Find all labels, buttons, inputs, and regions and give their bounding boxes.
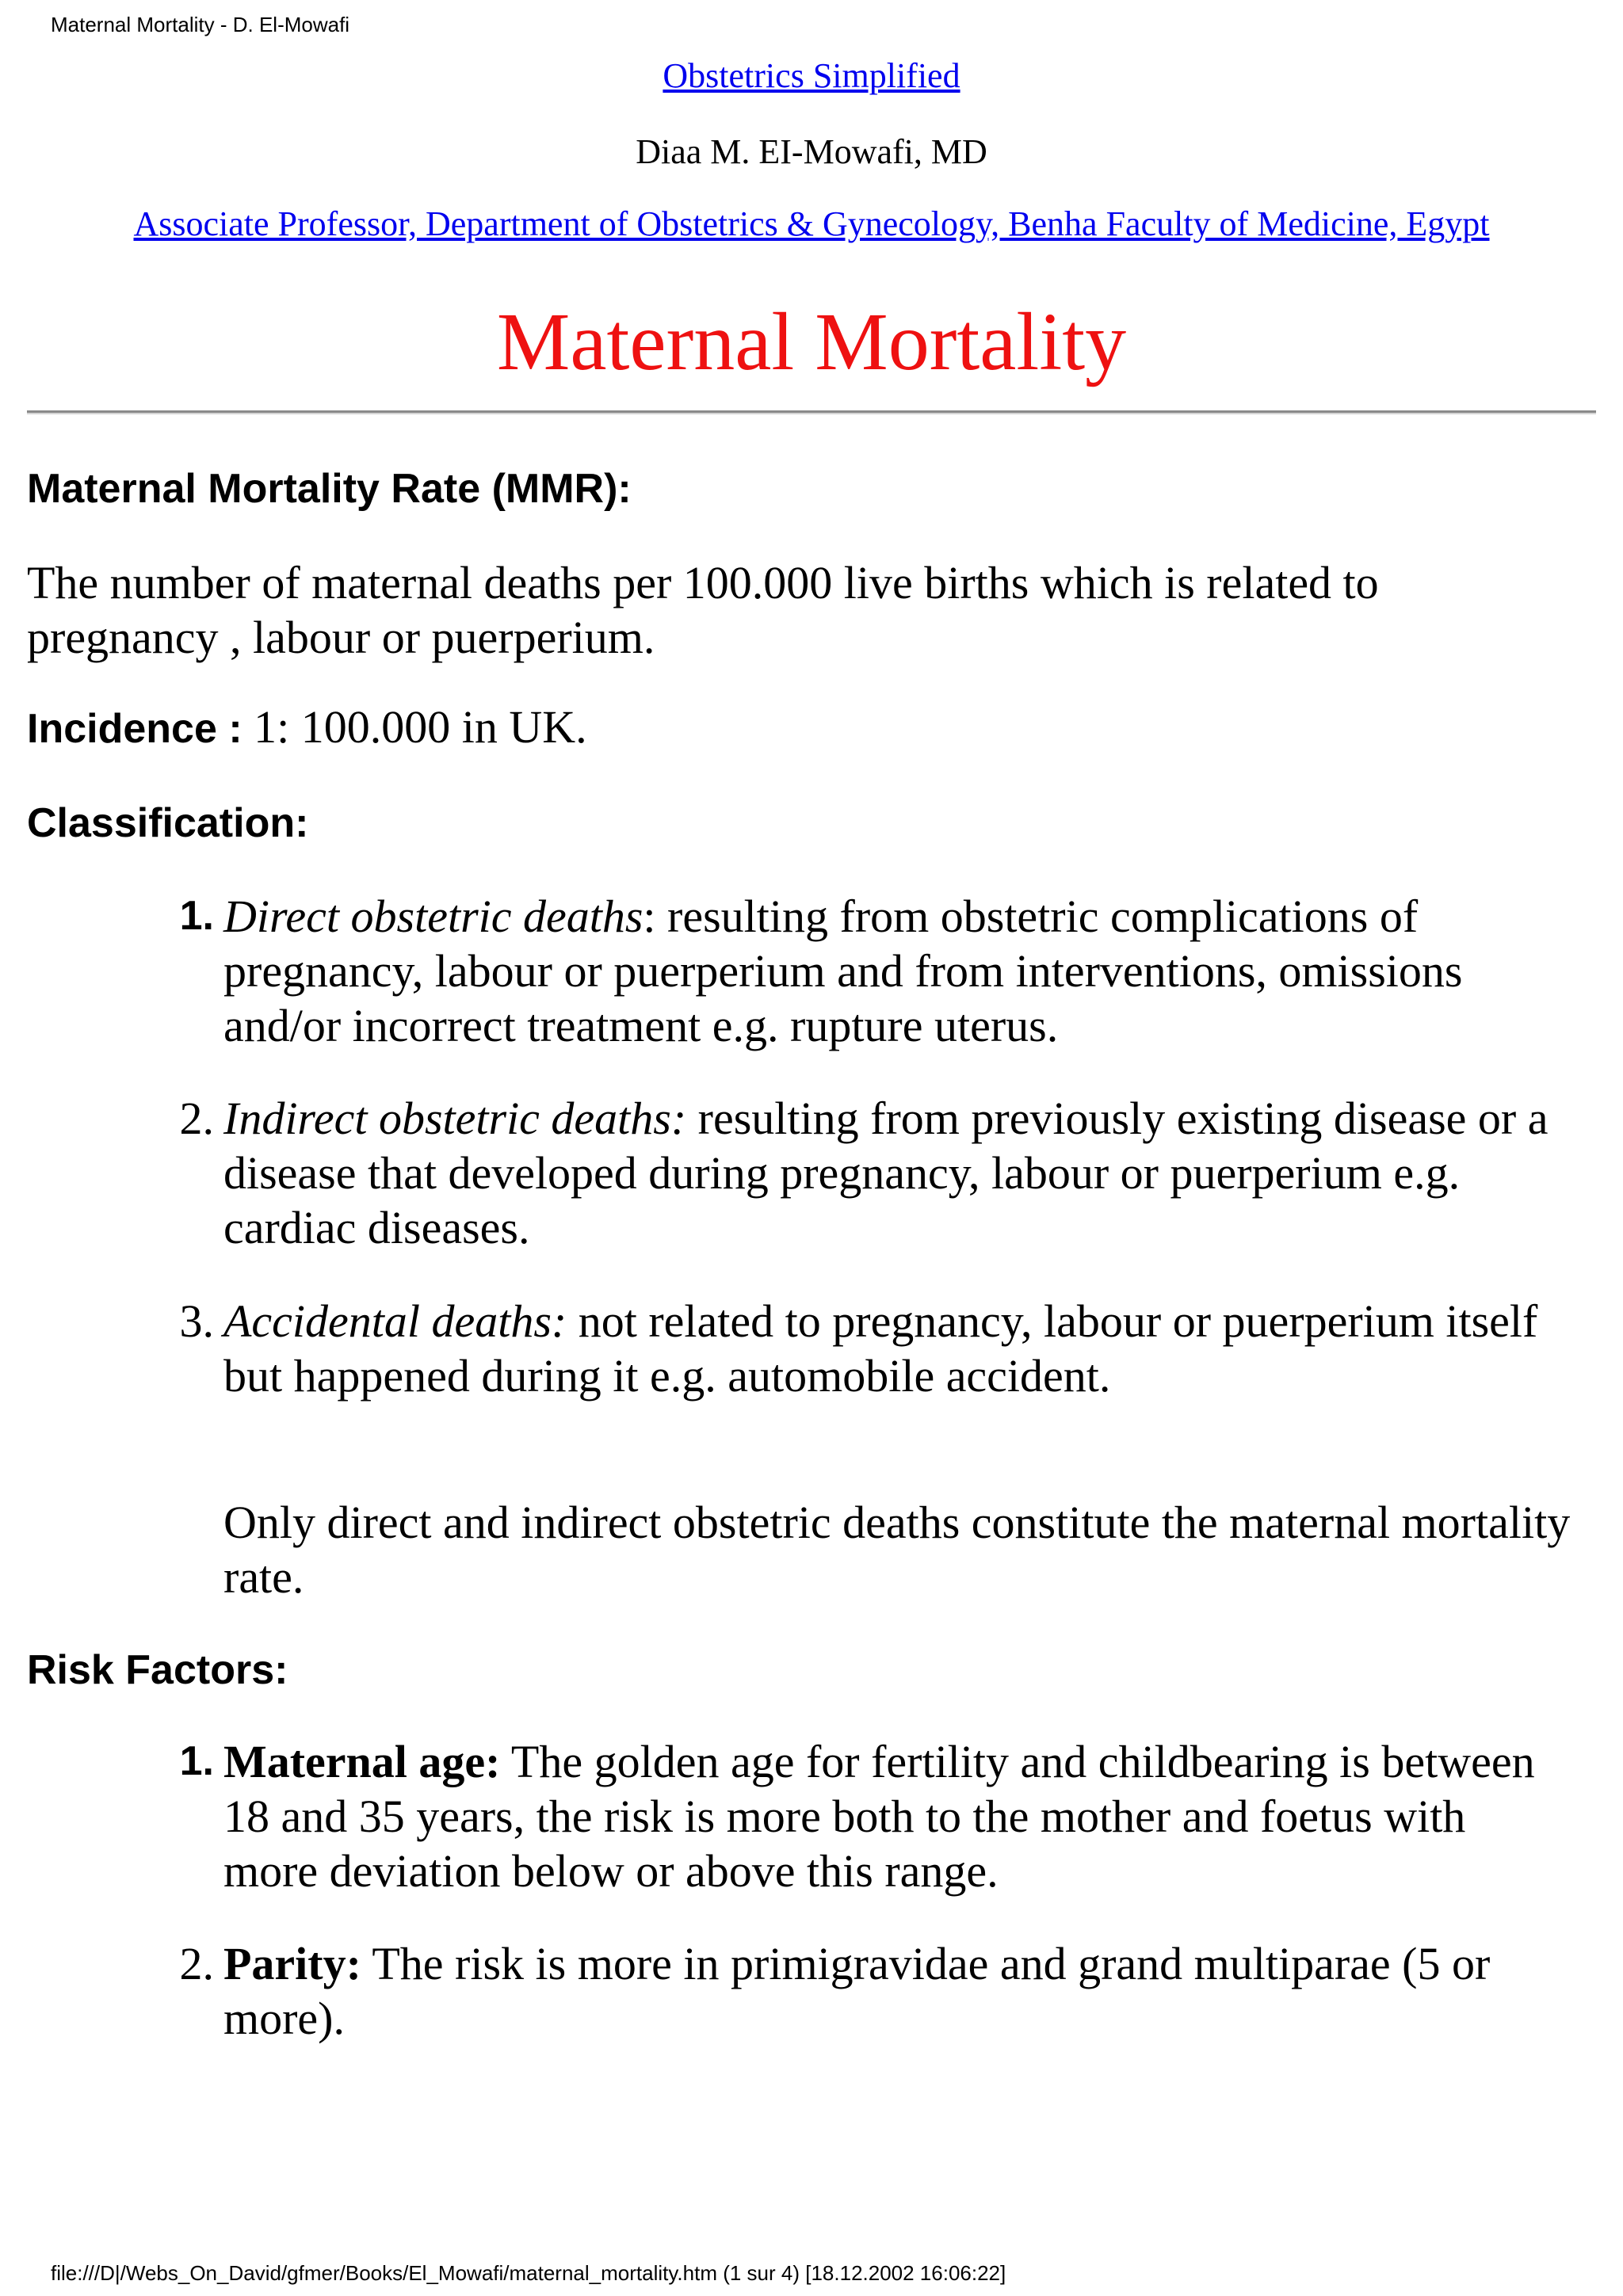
classification-description: : resulting from obstetric complications of pregnancy, labour or puerperium and from interventions, omissions and/or incorrect treatment e.g. rupture uterus. <box>223 891 1463 1051</box>
classification-description: not related to pregnancy, labour or puerperium itself but happened during it e.g. automobile accident. <box>223 1295 1538 1402</box>
list-marker: 1. <box>179 1738 214 1784</box>
incidence-value: 1: 100.000 in UK. <box>242 701 587 753</box>
risk-factor-parity <box>179 1936 1571 2046</box>
classification-item-direct <box>179 889 1571 1053</box>
risk-factor-maternal-age <box>179 1734 1571 1898</box>
print-header: Maternal Mortality - D. El-Mowafi <box>51 13 350 36</box>
print-footer: file:///D|/Webs_On_David/gfmer/Books/El_Mowafi/maternal_mortality.htm (1 sur 4) [18.12.2002 16:06:22] <box>51 2261 1006 2285</box>
author-name: Diaa M. EI-Mowafi, MD <box>636 132 987 171</box>
risk-factor-description: The risk is more in primigravidae and grand multiparae (5 or more). <box>223 1938 1491 2044</box>
classification-note: Only direct and indirect obstetric deaths constitute the maternal mortality rate. <box>223 1497 1571 1603</box>
list-marker: 1. <box>179 893 214 939</box>
book-link-line <box>0 54 1623 98</box>
list-marker: 2. <box>179 1938 214 1989</box>
classification-term: Accidental deaths: <box>223 1295 567 1347</box>
list-marker: 3. <box>179 1295 214 1347</box>
classification-item-indirect <box>179 1091 1571 1255</box>
classification-heading: Classification: <box>27 800 309 846</box>
risk-factor-description: The golden age for fertility and childbearing is between 18 and 35 years, the risk is more both to the mother and foetus with more deviation below or above this range. <box>223 1736 1535 1897</box>
mmr-heading: Maternal Mortality Rate (MMR): <box>27 466 632 512</box>
affiliation-link[interactable]: Associate Professor, Department of Obstetrics & Gynecology, Benha Faculty of Medicine, Egypt <box>133 204 1490 243</box>
incidence-paragraph <box>27 700 1564 757</box>
incidence-label: Incidence : <box>27 706 242 752</box>
mmr-definition: The number of maternal deaths per 100.000 live births which is related to pregnancy , labour or puerperium. <box>27 557 1379 663</box>
horizontal-rule <box>27 410 1596 414</box>
obstetrics-simplified-link[interactable]: Obstetrics Simplified <box>663 56 960 95</box>
list-marker: 2. <box>179 1093 214 1144</box>
risk-factor-term: Maternal age: <box>223 1736 501 1787</box>
page-title: Maternal Mortality <box>496 296 1127 387</box>
classification-term: Indirect obstetric deaths: <box>223 1093 687 1144</box>
affiliation-line <box>0 202 1623 246</box>
classification-term: Direct obstetric deaths <box>223 891 643 942</box>
classification-item-accidental <box>179 1294 1571 1403</box>
classification-description: resulting from previously existing disease or a disease that developed during pregnancy, labour or puerperium e.g. cardiac diseases. <box>223 1093 1549 1253</box>
risk-factor-term: Parity: <box>223 1938 361 1989</box>
risk-factors-heading: Risk Factors: <box>27 1647 288 1693</box>
